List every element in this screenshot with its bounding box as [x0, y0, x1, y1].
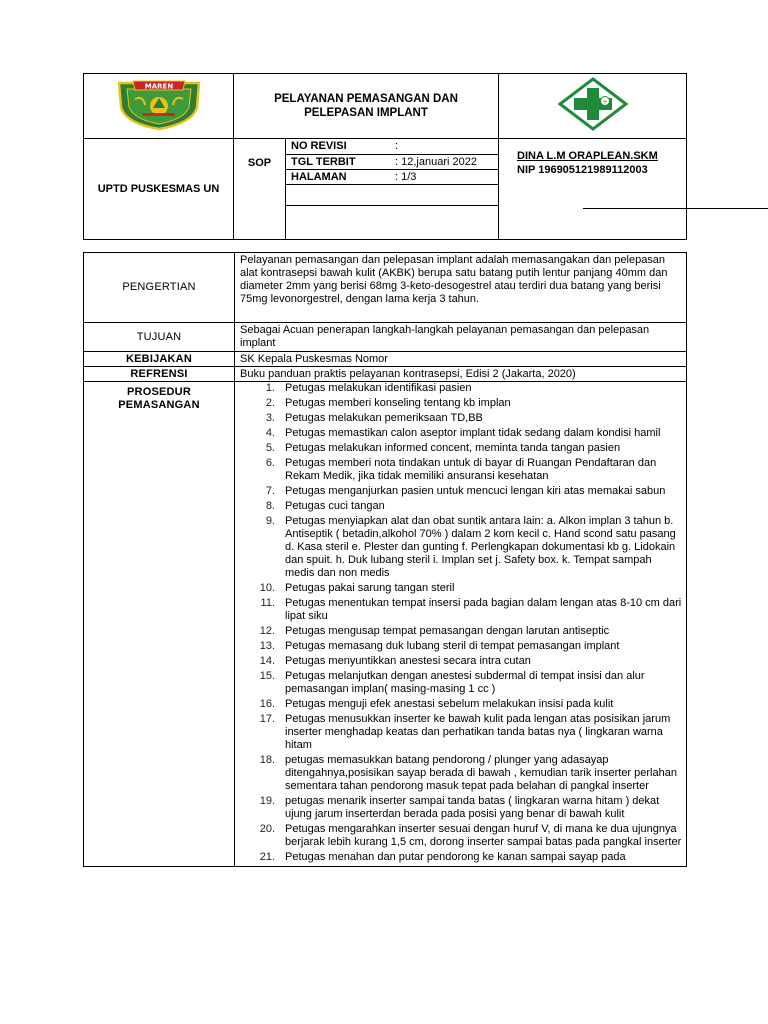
- signatory-divider: [583, 208, 768, 209]
- procedure-step: [235, 823, 682, 849]
- meta-value: :: [390, 139, 498, 154]
- procedure-step-text: Petugas melakukan identifikasi pasien: [285, 382, 472, 394]
- procedure-step-number: 4.: [265, 427, 275, 439]
- procedure-step-number: 21.: [259, 851, 275, 863]
- procedure-step-text: Petugas menyuntikkan anestesi secara intra cutan: [285, 655, 531, 667]
- meta-label: NO REVISI: [286, 139, 390, 154]
- procedure-step: [235, 397, 682, 410]
- meta-row-halaman: [286, 169, 498, 184]
- regional-emblem-cell: [84, 74, 234, 139]
- procedure-step: [235, 582, 682, 595]
- procedure-step: [235, 427, 682, 440]
- kebijakan-text: SK Kepala Puskesmas Nomor: [235, 352, 687, 367]
- procedure-step-number: 7.: [265, 485, 275, 497]
- procedure-step-number: 15.: [259, 670, 275, 682]
- procedure-step: [235, 655, 682, 668]
- procedure-step-text: Petugas menentukan tempat insersi pada bagian dalam lengan atas 8-10 cm dari lipat siku: [285, 597, 682, 622]
- procedure-step-number: 8.: [265, 500, 275, 512]
- pengertian-text: Pelayanan pemasangan dan pelepasan implant adalah memasangakan dan pelepasan alat kontrasepsi bawah kulit (AKBK) berupa satu batang putih lentur panjang 40mm dan diameter 2mm yang berisi 68mg 3-keto-desogestrel atau terdiri dua batang yang berisi 75mg levonorgestrel, dengan lama kerja 3 tahun.: [235, 253, 687, 323]
- procedure-step-text: Petugas menyiapkan alat dan obat suntik antara lain: a. Alkon implan 3 tahun b. Antiseptik ( betadin,alkohol 70% ) dalam 2 kom kecil c. Hand scond satu pasang d. Kasa steril e. Plester dan gunting f. Perlengkapan dokumentasi kb g. Lidokain dan spuit. h. Duk lubang steril i. Implan set j. Safety box. k. Tempat sampah medis dan non medis: [285, 515, 676, 579]
- meta-label: HALAMAN: [286, 169, 390, 184]
- procedure-step-number: 17.: [259, 713, 275, 725]
- procedure-step-number: 5.: [265, 442, 275, 454]
- organization-cell: [84, 139, 234, 240]
- row-kebijakan: [84, 352, 687, 367]
- sop-body-table: [83, 252, 687, 867]
- procedure-step-number: 1.: [265, 382, 275, 394]
- procedure-step-number: 16.: [259, 698, 275, 710]
- procedure-step-text: petugas menarik inserter sampai tanda batas ( lingkaran warna hitam ) dekat ujung jarum inserterdan berada pada posisi yang benar di bawah kulit: [285, 795, 660, 820]
- procedure-step-number: 11.: [260, 597, 275, 609]
- document-title-cell: [234, 74, 499, 139]
- procedure-step: [235, 485, 682, 498]
- procedure-step: [235, 670, 682, 696]
- meta-value: : 1/3: [390, 169, 498, 184]
- procedure-step-number: 14.: [259, 655, 275, 667]
- procedure-step: [235, 698, 682, 711]
- procedure-step-number: 2.: [265, 397, 275, 409]
- procedure-step-text: Petugas mengarahkan inserter sesuai dengan huruf V, di mana ke dua ujungnya berjarak lebih kurang 1,5 cm, dorong inserter sampai batas pada pangkal inserter: [285, 823, 682, 848]
- header-table: [83, 73, 687, 240]
- procedure-step: [235, 500, 682, 513]
- procedure-step-number: 12.: [259, 625, 275, 637]
- procedure-step-text: petugas memasukkan batang pendorong / plunger yang adasayap ditengahnya,posisikan sayap berada di bawah , kemudian tarik inserter perlahan sementara tahan pendorong masuk tepat pada belahan di pangkal inserter: [285, 754, 677, 792]
- pengertian-label: PENGERTIAN: [122, 281, 196, 293]
- procedure-step-text: Petugas menahan dan putar pendorong ke kanan sampai sayap pada: [285, 851, 626, 863]
- procedure-step: [235, 597, 682, 623]
- regional-emblem-icon: [113, 77, 205, 131]
- row-pengertian: [84, 253, 687, 323]
- organization-name: UPTD PUSKESMAS UN: [97, 182, 220, 195]
- prosedur-label-line2: PEMASANGAN: [118, 399, 200, 411]
- procedure-step-text: Petugas melakukan informed concent, meminta tanda tangan pasien: [285, 442, 621, 454]
- procedure-step-text: Petugas memastikan calon aseptor implant tidak sedang dalam kondisi hamil: [285, 427, 661, 439]
- referensi-label: REFRENSI: [84, 367, 235, 382]
- document-title-line2: PELEPASAN IMPLANT: [304, 107, 428, 119]
- sop-cell: [234, 139, 286, 240]
- meta-value: : 12,januari 2022: [390, 154, 498, 169]
- procedure-step: [235, 457, 682, 483]
- procedure-step-text: Petugas menganjurkan pasien untuk mencuci lengan kiri atas memakai sabun: [285, 485, 666, 497]
- procedure-step-number: 18.: [259, 754, 275, 766]
- referensi-text: Buku panduan praktis pelayanan kontrasepsi, Edisi 2 (Jakarta, 2020): [235, 367, 687, 382]
- procedure-step: [235, 640, 682, 653]
- procedure-step-number: 10.: [259, 582, 275, 594]
- signatory-nip: NIP 196905121989112003: [517, 164, 648, 176]
- procedure-step-number: 13.: [259, 640, 275, 652]
- procedure-step-text: Petugas memasang duk lubang steril di tempat pemasangan implant: [285, 640, 620, 652]
- health-logo-cell: [499, 74, 687, 139]
- kebijakan-label: KEBIJAKAN: [84, 352, 235, 367]
- procedure-step-text: Petugas menguji efek anestasi sebelum melakukan insisi pada kulit: [285, 698, 614, 710]
- procedure-step: [235, 412, 682, 425]
- row-referensi: [84, 367, 687, 382]
- procedure-step-number: 3.: [265, 412, 275, 424]
- procedure-step: [235, 625, 682, 638]
- procedure-step-text: Petugas memberi konseling tentang kb implan: [285, 397, 511, 409]
- document-meta-cell: [286, 139, 499, 240]
- prosedur-steps-cell: [235, 382, 687, 867]
- document-meta-table: [286, 139, 498, 185]
- tujuan-label: TUJUAN: [136, 330, 182, 343]
- meta-row-revisi: [286, 139, 498, 154]
- procedure-step-text: Petugas melakukan pemeriksaan TD,BB: [285, 412, 483, 424]
- procedure-step-number: 6.: [265, 457, 275, 469]
- procedure-step-number: 9.: [265, 515, 275, 527]
- procedure-step: [235, 382, 682, 395]
- row-prosedur: [84, 382, 687, 867]
- tujuan-label-cell: [84, 323, 235, 352]
- pengertian-label-cell: [84, 253, 235, 323]
- meta-label: TGL TERBIT: [286, 154, 390, 169]
- row-tujuan: [84, 323, 687, 352]
- procedure-step-text: Petugas menusukkan inserter ke bawah kulit pada lengan atas posisikan jarum inserter menghadap keatas dan perhatikan tanda batas nya ( lingkaran warna hitam: [285, 713, 671, 751]
- procedure-step-text: Petugas pakai sarung tangan steril: [285, 582, 455, 594]
- emblem-banner-text: MAREN: [144, 82, 173, 91]
- procedure-step: [235, 713, 682, 752]
- procedure-step-text: Petugas cuci tangan: [285, 500, 385, 512]
- procedure-step: [235, 795, 682, 821]
- procedure-step-text: Petugas mengusap tempat pemasangan dengan larutan antiseptic: [285, 625, 610, 637]
- meta-spacer: [286, 185, 498, 206]
- procedure-step-text: Petugas memberi nota tindakan untuk di bayar di Ruangan Pendaftaran dan Rekam Medik, jika tidak memiliki ansuransi kesehatan: [285, 457, 657, 482]
- procedure-step-number: 20.: [259, 823, 275, 835]
- tujuan-text: Sebagai Acuan penerapan langkah-langkah pelayanan pemasangan dan pelepasan implant: [235, 323, 687, 352]
- prosedur-label-line1: PROSEDUR: [127, 386, 191, 398]
- procedure-step: [235, 515, 682, 580]
- procedure-step: [235, 442, 682, 455]
- procedure-step: [235, 754, 682, 793]
- document-title-line1: PELAYANAN PEMASANGAN DAN: [274, 93, 458, 105]
- procedure-steps-list: [235, 382, 682, 864]
- procedure-step-text: Petugas melanjutkan dengan anestesi subdermal di tempat insisi dan alur pemasangan implan( masing-masing 1 cc ): [285, 670, 645, 695]
- procedure-step: [235, 851, 682, 864]
- prosedur-label-cell: [84, 382, 235, 867]
- meta-row-tgl-terbit: [286, 154, 498, 169]
- procedure-step-number: 19.: [259, 795, 275, 807]
- sop-label: SOP: [247, 157, 272, 169]
- svg-text:+: +: [602, 98, 608, 106]
- signatory-name: DINA L.M ORAPLEAN.SKM: [517, 150, 658, 162]
- signatory-cell: [499, 139, 687, 240]
- puskesmas-cross-logo-icon: [556, 77, 630, 131]
